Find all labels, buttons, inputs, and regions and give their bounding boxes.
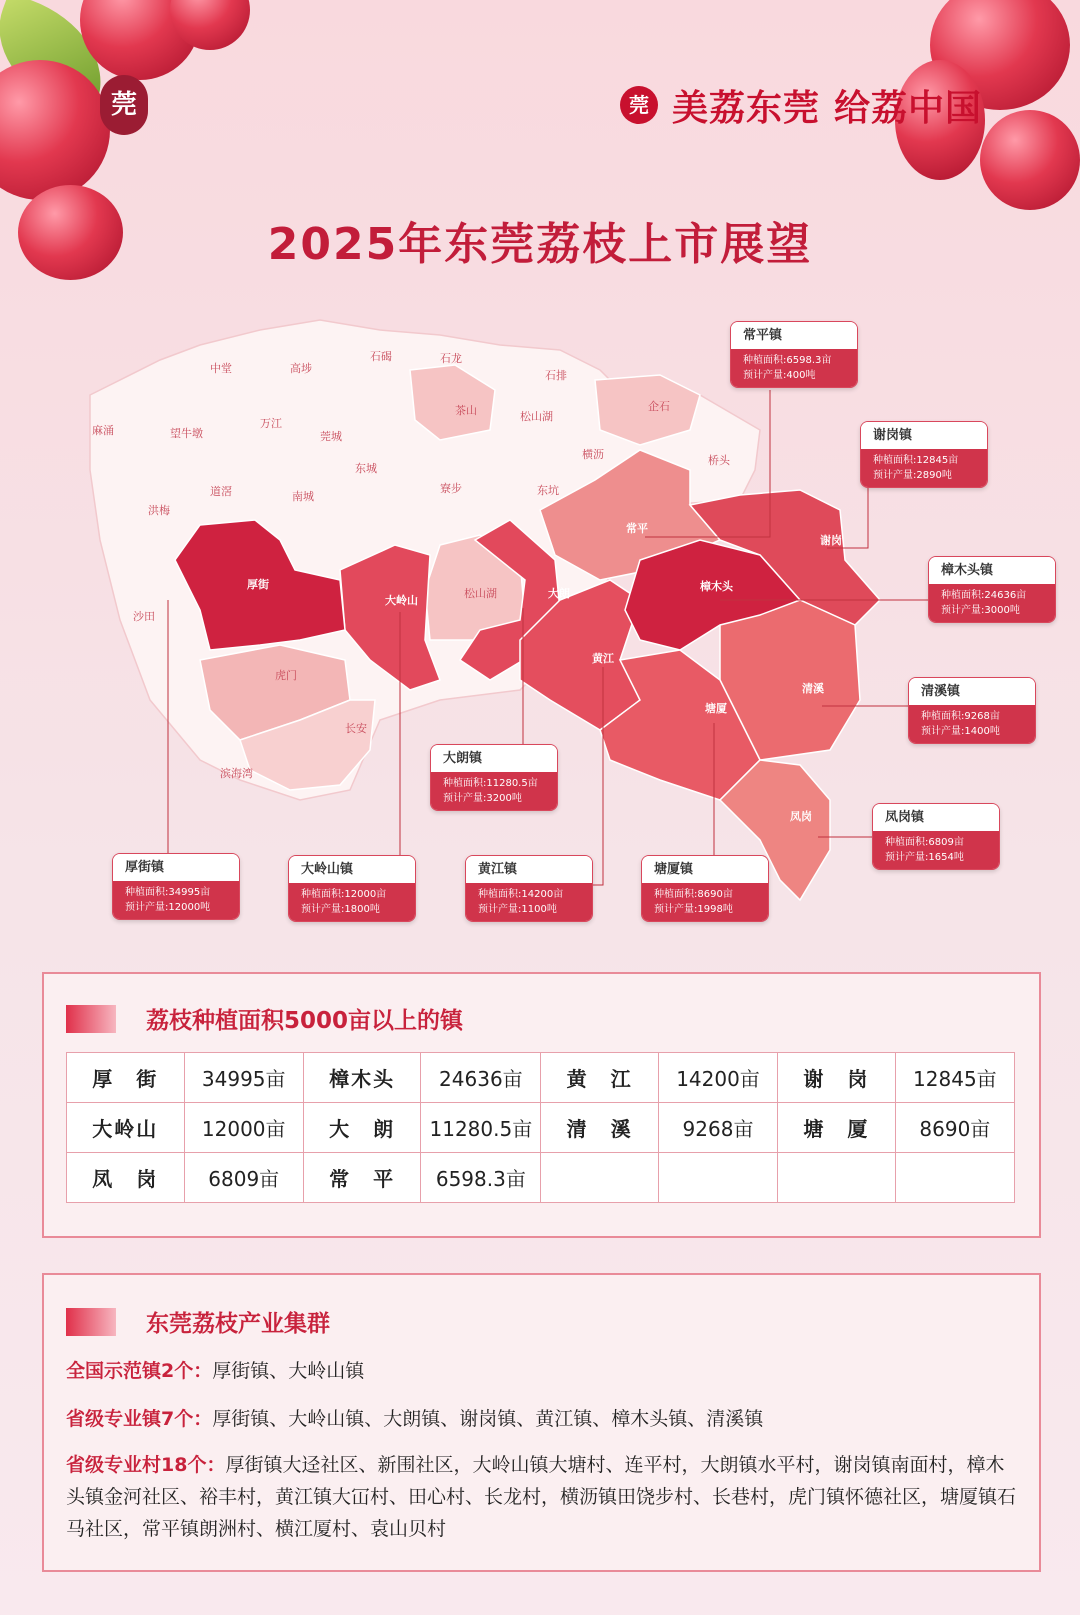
- map-label: 东坑: [537, 484, 559, 497]
- map-label: 麻涌: [92, 424, 114, 437]
- callout-output: 预计产量:1100吨: [478, 904, 557, 915]
- table-cell-area: 12845亩: [895, 1053, 1014, 1103]
- map-label: 中堂: [210, 362, 232, 375]
- table-cell-town: 樟木头: [303, 1053, 421, 1103]
- table-cell-town: 谢 岗: [778, 1053, 896, 1103]
- callout-huangjiang: [465, 855, 593, 922]
- table-cell-town: 塘 厦: [778, 1103, 896, 1153]
- callout-houjie: [112, 853, 240, 920]
- callout-area: 种植面积:6598.3亩: [743, 355, 832, 366]
- table-cell-area: 34995亩: [184, 1053, 303, 1103]
- callout-area: 种植面积:6809亩: [885, 837, 964, 848]
- callout-name: 常平镇: [731, 322, 857, 349]
- callout-body: [909, 705, 1035, 743]
- callout-body: [289, 883, 415, 921]
- table-cell-town: 厚 街: [67, 1053, 185, 1103]
- table-cell-town: 大岭山: [67, 1103, 185, 1153]
- slogan-mark-icon: 莞: [620, 86, 658, 124]
- table-row: [67, 1053, 1015, 1103]
- area-table: [66, 1052, 1015, 1203]
- callout-output: 预计产量:1400吨: [921, 726, 1000, 737]
- map-label: 厚街: [247, 578, 269, 591]
- callout-tangxia: [641, 855, 769, 922]
- callout-body: [466, 883, 592, 921]
- callout-name: 大岭山镇: [289, 856, 415, 883]
- province-village-text: 厚街镇大迳社区、新围社区，大岭山镇大塘村、连平村，大朗镇水平村，谢岗镇南面村，樟木头镇金河社区、裕丰村，黄江镇大冚村、田心村、长龙村，横沥镇田饶步村、长巷村，虎门镇怀德社区，塘厦镇石马社区，常平镇朗洲村、横江厦村、袁山贝村: [66, 1454, 1017, 1540]
- table-cell-town: 大 朗: [303, 1103, 421, 1153]
- table-cell-town: 黄 江: [541, 1053, 659, 1103]
- table-cell-area: 8690亩: [895, 1103, 1014, 1153]
- panel-title-text: 荔枝种植面积5000亩以上的镇: [146, 1008, 464, 1034]
- callout-area: 种植面积:34995亩: [125, 887, 211, 898]
- table-cell-area: 11280.5亩: [421, 1103, 541, 1153]
- callout-area: 种植面积:12000亩: [301, 889, 387, 900]
- callout-output: 预计产量:3200吨: [443, 793, 522, 804]
- callout-name: 谢岗镇: [861, 422, 987, 449]
- callout-output: 预计产量:12000吨: [125, 902, 211, 913]
- callout-name: 凤岗镇: [873, 804, 999, 831]
- title-bar-icon: [66, 1005, 116, 1033]
- national-text: 厚街镇、大岭山镇: [212, 1360, 365, 1382]
- map-label: 道滘: [210, 485, 232, 498]
- map-label: 松山湖: [464, 587, 497, 600]
- panel-title: [66, 1002, 463, 1035]
- brand-logo: 莞: [100, 75, 148, 135]
- national-label: 全国示范镇2个：: [66, 1360, 213, 1382]
- panel-title-text: 东莞荔枝产业集群: [146, 1311, 330, 1337]
- table-cell-area: 6809亩: [184, 1153, 303, 1203]
- map-label: 企石: [648, 400, 670, 413]
- province-town-label: 省级专业镇7个：: [66, 1408, 213, 1430]
- callout-body: [873, 831, 999, 869]
- province-town-text: 厚街镇、大岭山镇、大朗镇、谢岗镇、黄江镇、樟木头镇、清溪镇: [212, 1408, 764, 1430]
- callout-area: 种植面积:24636亩: [941, 590, 1027, 601]
- callout-qingxi: [908, 677, 1036, 744]
- table-cell-area: 6598.3亩: [421, 1153, 541, 1203]
- table-cell-area: [895, 1153, 1014, 1203]
- callout-body: [861, 449, 987, 487]
- map-label: 横沥: [582, 448, 604, 461]
- table-row: [67, 1103, 1015, 1153]
- map-label: 茶山: [455, 404, 477, 417]
- map-label: 滨海湾: [220, 767, 253, 780]
- callout-name: 厚街镇: [113, 854, 239, 881]
- map-label: 松山湖: [520, 410, 553, 423]
- map-label: 洪梅: [148, 504, 170, 517]
- map-label: 石排: [545, 369, 567, 382]
- table-cell-town: 凤 岗: [67, 1153, 185, 1203]
- map-label: 万江: [260, 417, 282, 430]
- callout-output: 预计产量:2890吨: [873, 470, 952, 481]
- callout-name: 塘厦镇: [642, 856, 768, 883]
- callout-area: 种植面积:12845亩: [873, 455, 959, 466]
- map-label: 大朗: [548, 587, 570, 600]
- callout-output: 预计产量:1800吨: [301, 904, 380, 915]
- callout-dalingshan: [288, 855, 416, 922]
- callout-area: 种植面积:8690亩: [654, 889, 733, 900]
- callout-name: 黄江镇: [466, 856, 592, 883]
- table-cell-area: 24636亩: [421, 1053, 541, 1103]
- table-cell-town: 常 平: [303, 1153, 421, 1203]
- callout-area: 种植面积:9268亩: [921, 711, 1000, 722]
- callout-output: 预计产量:3000吨: [941, 605, 1020, 616]
- callout-body: [431, 772, 557, 810]
- slogan-part1: 美荔东莞: [672, 87, 821, 129]
- map-label: 常平: [626, 522, 648, 535]
- table-cell-area: [658, 1153, 777, 1203]
- map-label: 樟木头: [700, 580, 733, 593]
- map-label: 石龙: [440, 352, 462, 365]
- map-label: 长安: [345, 722, 367, 735]
- area-table-panel: [42, 972, 1041, 1238]
- callout-area: 种植面积:11280.5亩: [443, 778, 538, 789]
- callout-area: 种植面积:14200亩: [478, 889, 564, 900]
- callout-output: 预计产量:400吨: [743, 370, 816, 381]
- callout-name: 清溪镇: [909, 678, 1035, 705]
- callout-zhangmutou: [928, 556, 1056, 623]
- map-label: 寮步: [440, 482, 462, 495]
- map-label: 沙田: [133, 610, 155, 623]
- map-label: 望牛墩: [170, 427, 203, 440]
- callout-body: [929, 584, 1055, 622]
- map-label: 莞城: [320, 430, 342, 443]
- map-label: 高埗: [290, 362, 312, 375]
- map-label: 黄江: [592, 652, 614, 665]
- map-label: 清溪: [802, 682, 824, 695]
- map-label: 东城: [355, 462, 377, 475]
- map-label: 凤岗: [790, 810, 812, 823]
- slogan-part2: 给荔中国: [834, 87, 983, 129]
- map-label: 谢岗: [820, 534, 842, 547]
- callout-dalang: [430, 744, 558, 811]
- table-cell-town: 清 溪: [541, 1103, 659, 1153]
- map-label: 塘厦: [705, 702, 727, 715]
- callout-fenggang: [872, 803, 1000, 870]
- map-label: 南城: [292, 490, 314, 503]
- page-title: 2025年东莞荔枝上市展望: [267, 219, 813, 270]
- provincial-towns: [66, 1403, 1016, 1435]
- callout-body: [731, 349, 857, 387]
- callout-changping: [730, 321, 858, 388]
- map-label: 桥头: [708, 454, 730, 467]
- callout-output: 预计产量:1998吨: [654, 904, 733, 915]
- map-label: 石碣: [370, 350, 392, 363]
- callout-xiegang: [860, 421, 988, 488]
- callout-name: 樟木头镇: [929, 557, 1055, 584]
- province-village-label: 省级专业村18个：: [66, 1454, 226, 1476]
- table-cell-town: [541, 1153, 659, 1203]
- map-label: 大岭山: [385, 594, 418, 607]
- callout-name: 大朗镇: [431, 745, 557, 772]
- table-cell-area: 14200亩: [658, 1053, 777, 1103]
- callout-body: [113, 881, 239, 919]
- callout-body: [642, 883, 768, 921]
- table-cell-town: [778, 1153, 896, 1203]
- title-bar-icon: [66, 1308, 116, 1336]
- panel-title: [66, 1305, 330, 1338]
- table-row: [67, 1153, 1015, 1203]
- map-label: 虎门: [275, 669, 297, 682]
- table-cell-area: 9268亩: [658, 1103, 777, 1153]
- table-cell-area: 12000亩: [184, 1103, 303, 1153]
- cluster-panel: [42, 1273, 1041, 1572]
- callout-output: 预计产量:1654吨: [885, 852, 964, 863]
- provincial-villages: [66, 1449, 1016, 1545]
- national-demo-towns: [66, 1355, 1016, 1387]
